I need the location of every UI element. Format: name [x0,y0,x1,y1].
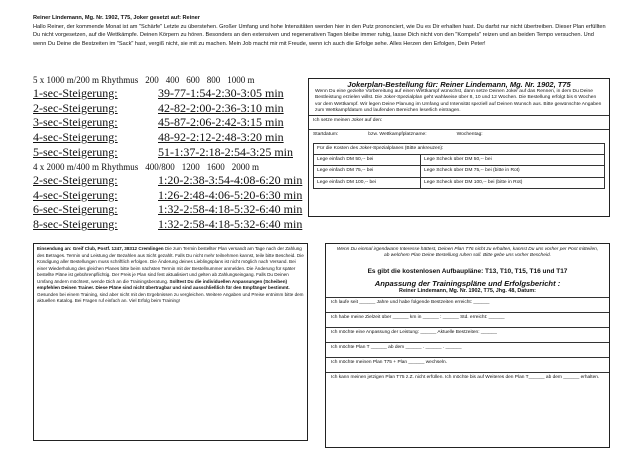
adjust-field-line[interactable]: Ich kann meinen jetzigen Plan T75 z.Z. nicht erfüllen. Ich möchte bis auf Weiteres den Plan T______ ab dem ______ erhalten. [326,372,609,387]
pace-row [33,173,308,188]
pace-title-label: 4 x 2000 m/400 m Rhythmus [33,162,139,172]
pace-row-value: 51-1:37-2:18-2:54-3:25 min [158,144,293,159]
fee-option-row [314,165,604,176]
fee-check-option[interactable]: Lege Scheck über DM 100,-- bei (bitte in Rot) [424,179,523,185]
fee-options [313,143,605,189]
pace-row-label: 5-sec-Steigerung: [33,144,118,159]
adjust-note: Wenn Du einmal irgendwann Interesse hättest, Deinen Plan T76 nicht zu erhalten, kannst Du uns vorher per Post mitteilen, ab welchem Plan Deine Bestellung ruhen soll. Bitte gebe uns vorher Bescheid. [336,247,599,259]
joker-order-form [308,78,610,217]
pace-table-title [33,162,308,173]
pace-row-value: 1:20-2:38-3:54-4:08-6:20 min [158,173,303,187]
fee-check-option[interactable]: Lege Scheck über DM 75,-- bei (bitte in Rot) [424,168,520,174]
notice-lead: Einsendung an: Greif Club, Postf. 1247, 38312 Cremlingen [37,246,164,251]
order-form-intro: Wenn Du eine gezielte Vorbereitung auf einen Wettkampf wünschst, dann setze Deinen Joker auf das Rennen, in dem Du Deine Bestleistung erzielen willst. Die Joker-Spezialplan geht wahlweise über 8, 10 und 12 Wochen. Die Bestellung erfolgt bis 6 Wochen vor dem Wettkampf. Wir legen Deine Planung im Umfang und Intensität speziell auf Deinen Wunsch aus. Bitte gewünschte Angaben zum Wettkampfdatum und laufenden Bereichen leserlich eintragen. [315,89,602,113]
adjust-title: Anpassung der Trainingspläne und Erfolgsbericht : [374,278,561,288]
pace-row-label: 3-sec-Steigerung: [33,115,118,130]
adjust-field-line[interactable]: Ich habe meine Zielzeit über ______ km in ______ : ______ Std. erreicht: ______ [326,312,609,327]
pace-row-value: 1:26-2:48-4:06-5:20-6:30 min [158,187,303,202]
notice-tail: Gesunden bei einem Training, sind aber nicht mit den Ergebnissen zu vergleichen. Weitere Angaben und Preise entnimm bitte dem aktuellen Katalog. Bei Fragen ruf einfach an. Viel Erfolg beim Training! [37,291,304,303]
fee-check-option[interactable]: Lege Scheck über DM 50,-- bei [424,157,492,163]
pace-row-label: 4-sec-Steigerung: [33,130,118,145]
fee-cash-option[interactable]: Lege einfach DM 100,-- bei [314,178,421,188]
header-title: Reiner Lindemann, Mg. Nr. 1902, T75, Joker gesetzt auf: Reiner [33,15,200,21]
pace-table-1000m [33,75,308,160]
joker-target-field[interactable] [309,115,609,129]
event-name-field[interactable]: bzw. Wettkampfplatzname: [368,132,427,138]
pace-row-label: 4-sec-Steigerung: [33,187,118,202]
pace-title-col: 1200 [181,162,200,172]
pace-row [33,101,308,116]
pace-title-label: 5 x 1000 m/200 m Rhythmus [33,75,139,85]
fee-cash-option[interactable]: Lege einfach DM 75,-- bei [314,166,421,176]
pace-row-label: 2-sec-Steigerung: [33,100,118,115]
pace-row-value: 1:32-2:58-4:18-5:32-6:40 min [158,217,303,232]
pace-title-col: 800 [206,75,221,85]
fee-cash-option[interactable]: Lege einfach DM 50,-- bei [314,155,421,165]
pace-row [33,115,308,130]
adjust-field-line[interactable]: Ich laufe seit ______ Jahre und habe folgende Bestzeiten erreicht: ______ [326,297,609,312]
pace-row [33,217,308,232]
adjustment-form [325,243,610,448]
pace-title-col: 400 [165,75,180,85]
fee-header: Für die Kosten des Joker-Spezialplanes (Bitte ankreuzen): [317,146,444,152]
pace-row-label: 2-sec-Steigerung: [33,173,118,187]
adjust-subtitle: Reiner Lindemann, Mg. Nr. 1902, T75, Jhg. 48, Datum: [399,287,536,294]
header-letter [33,14,608,48]
order-form-title: Jokerplan-Bestellung für: Reiner Lindemann, Mg. Nr. 1902, T75 [347,80,571,89]
pace-row-label: 1-sec-Steigerung: [33,86,118,100]
pace-row-value: 42-82-2:00-2:36-3:10 min [158,100,284,115]
fee-option-row [314,177,604,188]
adjust-field-line[interactable]: Ich möchte meinen Plan T75 + Plan ______ wechseln. [326,357,609,372]
notice-emphasis: Solltest Du die individuellen Anpassungen (Scheiben) empfehlen Deinen Trainer. Diese Pläne sind nicht übertragbar und sind ausschließlich für den Empfänger bestimmt. [37,278,290,290]
fee-option-row [314,154,604,165]
pace-row-label: 8-sec-Steigerung: [33,217,118,232]
pace-row-value: 45-87-2:06-2:42-3:15 min [158,115,284,130]
pace-row-value: 39-77-1:54-2:30-3:05 min [158,86,284,100]
pace-row [33,145,308,160]
pace-title-col: 1000 m [227,75,255,85]
pace-table-2000m [33,162,308,232]
start-date-field[interactable]: Startdatum: [313,132,339,138]
free-plans-heading: Es gibt die kostenlosen Aufbaupläne: T13, T10, T15, T16 und T17 [367,267,568,275]
pace-title-col: 400/800 [145,162,175,172]
pace-row-value: 1:32-2:58-4:18-5:32-6:40 min [158,202,303,217]
pace-table-title [33,75,308,86]
adjust-field-line[interactable]: Ich möchte eine Anpassung der Leistung: ______ Aktuelle Bestzeiten: ______ [326,327,609,342]
pace-title-col: 1600 [206,162,225,172]
pace-title-col: 200 [145,75,159,85]
pace-row-label: 6-sec-Steigerung: [33,202,118,217]
submission-notice [33,243,308,441]
pace-row [33,202,308,217]
pace-row [33,86,308,101]
weekday-field[interactable]: Wochentag: [456,132,483,138]
pace-row [33,188,308,203]
pace-row-value: 48-92-2:12-2:48-3:20 min [158,130,284,145]
pace-title-col: 600 [186,75,200,85]
adjust-field-line[interactable]: Ich möchte Plan T ______ ab dem ______ . ______ . ______ [326,342,609,357]
joker-target-label: Ich setze meinen Joker auf den: [313,118,383,124]
pace-title-col: 2000 m [231,162,260,172]
pace-row [33,130,308,145]
notice-text: Die zum Termin bestellter Plan versandt am Tage nach der Zahlung des Betrages. Termin und Leistung der Bezahlen aus Sicht gezahlt. Falls Du nicht mehr teilnehmen kannst, teile bitte Bescheid. Die Kündigung aller Bestellungen muss schriftlich erfolgen. Die Änderung deines Lieblingsplans ist nicht möglich nach Versand. Bei einer Wiederholung des gleichen Planes bitte beim nächsten Termin mit der Bestellnummer anmelden. Die Änderung für später bestellte Pläne ist gebührenpflichtig. Der Preis je Plan sind fest aktualisiert und gelten ab Zahlungseingang. Falls Du Deinen Umfang ändern möchtest, wende Dich an die Trainingsberatung. [37,246,304,284]
header-body: Hallo Reiner, der kommende Monat ist am "Schärfe" Letzte zu überstehen. Großer Umfang und hohe Intensitäten werden hier in den Putz prononciert, wie Du es Dir erhalten hast. Du darfst nur nicht übertreiben. Dieser Plan erfüllten Du nicht vorgesetzen, auf die Wettkämpfe. Deinen Körpern zu hören. Besonders an den extensiven und regenerativen Tagen bleibe immer ruhig, lasse Dich nicht von den "Kompels" reizen und an beiden Tempo versuchen. Und wenn Du Deine die Bestzeiten im "Sack" hast, vergiß nicht, sie mit zu machen. Mein Job macht mir mit Freude, wenn ich auch die Erfolge sehe. Alles Herzen den Erfolgen, Dein Peter! [33,23,606,47]
event-fields-row [309,129,609,143]
